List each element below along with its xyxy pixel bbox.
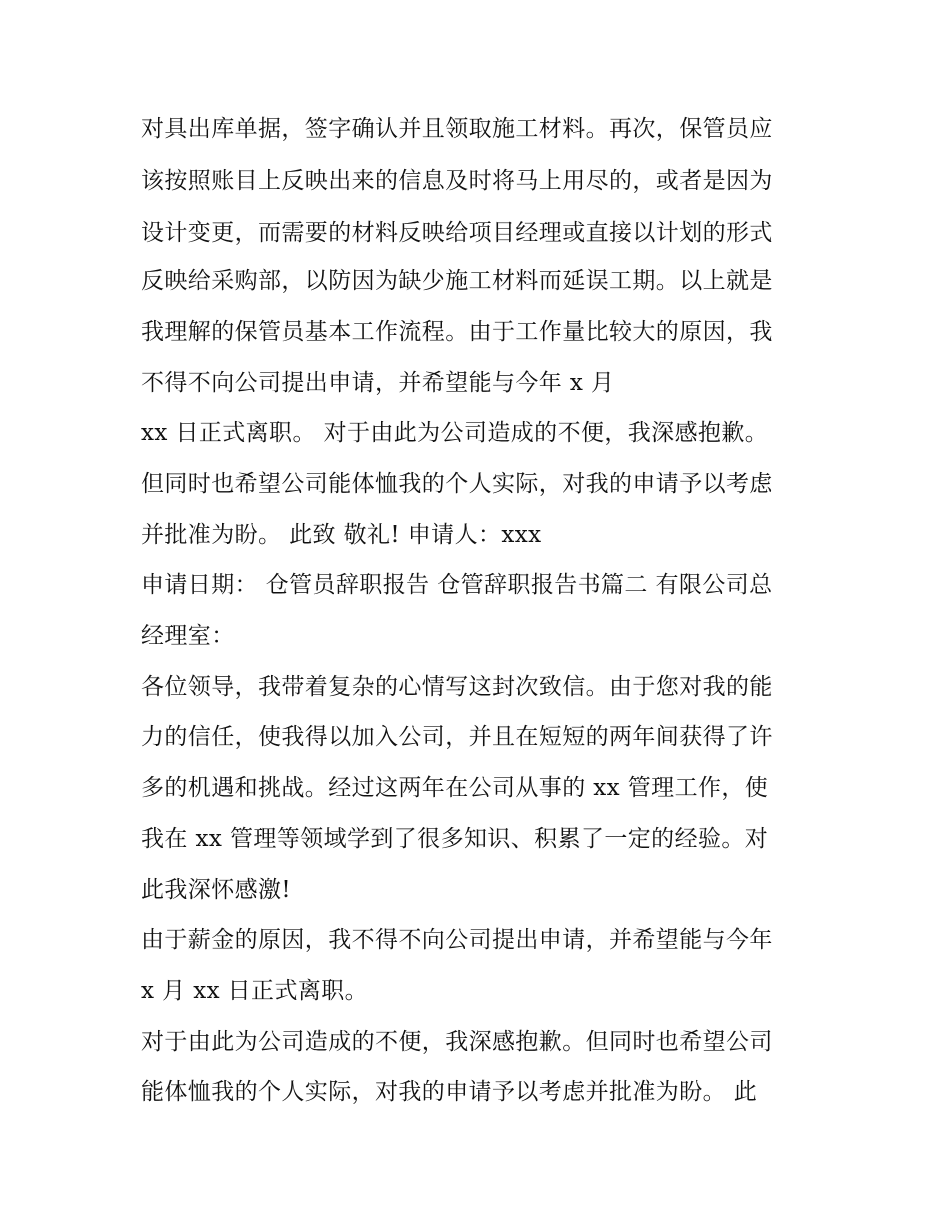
text-line: 对于由此为公司造成的不便，我深感抱歉。但同时也希望公司 <box>141 1029 773 1055</box>
text-line: 多的机遇和挑战。经过这两年在公司从事的 xx 管理工作，使 <box>141 775 769 801</box>
text-line: 由于薪金的原因，我不得不向公司提出申请，并希望能与今年 <box>141 927 773 953</box>
text-line: 我理解的保管员基本工作流程。由于工作量比较大的原因，我 <box>141 319 773 345</box>
text-line: 能体恤我的个人实际，对我的申请予以考虑并批准为盼。 此 <box>141 1079 758 1105</box>
text-line: 此我深怀感激! <box>141 877 292 903</box>
text-line: 但同时也希望公司能体恤我的个人实际，对我的申请予以考虑 <box>141 471 773 497</box>
text-line: 我在 xx 管理等领域学到了很多知识、积累了一定的经验。对 <box>141 826 769 852</box>
text-line: 反映给采购部，以防因为缺少施工材料而延误工期。以上就是 <box>141 268 773 294</box>
text-line: x 月 xx 日正式离职。 <box>141 978 369 1004</box>
text-line: xx 日正式离职。 对于由此为公司造成的不便，我深感抱歉。 <box>141 420 769 446</box>
text-line: 各位领导，我带着复杂的心情写这封次致信。由于您对我的能 <box>141 674 773 700</box>
text-line: 对具出库单据，签字确认并且领取施工材料。再次，保管员应 <box>141 116 773 142</box>
text-line: 设计变更，而需要的材料反映给项目经理或直接以计划的形式 <box>141 220 773 246</box>
text-line: 并批准为盼。 此致 敬礼! 申请人：xxx <box>141 522 542 548</box>
text-line: 经理室： <box>141 623 235 649</box>
text-line: 申请日期： 仓管员辞职报告 仓管辞职报告书篇二 有限公司总 <box>141 572 773 598</box>
text-line: 不得不向公司提出申请，并希望能与今年 x 月 <box>141 370 615 396</box>
text-line: 该按照账目上反映出来的信息及时将马上用尽的，或者是因为 <box>141 168 773 194</box>
text-line: 力的信任，使我得以加入公司，并且在短短的两年间获得了许 <box>141 724 773 750</box>
